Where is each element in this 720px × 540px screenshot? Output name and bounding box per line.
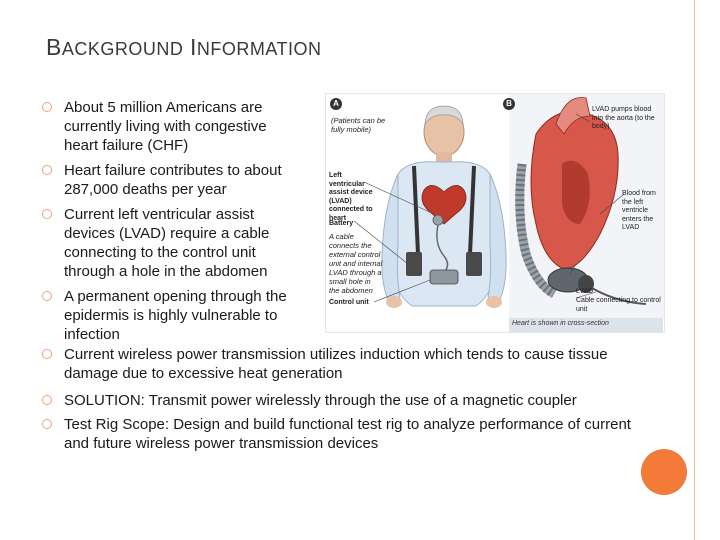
decorative-accent-circle xyxy=(641,449,687,495)
bullet-icon xyxy=(42,209,52,219)
bullet-icon xyxy=(42,395,52,405)
panel-a-badge: A xyxy=(330,98,342,110)
decorative-vertical-line xyxy=(694,0,695,540)
figure-caption: Heart is shown in cross-section xyxy=(512,320,609,327)
bullet-icon xyxy=(42,165,52,175)
panel-b-badge: B xyxy=(503,98,515,110)
bullet-icon xyxy=(42,419,52,429)
label-control-unit: Control unit xyxy=(329,299,369,306)
patient-figure xyxy=(382,106,506,308)
label-patients-mobile: (Patients can be fully mobile) xyxy=(331,116,386,134)
label-lvad: LVAD xyxy=(576,288,594,295)
bullet-item: Current wireless power transmission utilizes induction which tends to cause tissue damage due to excessive heat generation xyxy=(42,345,632,383)
label-lvad-pumps: LVAD pumps blood into the aorta (to the body) xyxy=(592,106,655,130)
bullet-icon xyxy=(42,102,52,112)
lvad-illustration xyxy=(325,93,665,333)
bullet-item: About 5 million Americans are currently living with congestive heart failure (CHF) xyxy=(42,98,304,155)
bullet-item: SOLUTION: Transmit power wirelessly through the use of a magnetic coupler xyxy=(42,391,632,410)
bullet-item: Test Rig Scope: Design and build functional test rig to analyze performance of current and future wireless power transmission devices xyxy=(42,415,632,453)
bullet-item: A permanent opening through the epidermis is highly vulnerable to infection xyxy=(42,287,304,344)
label-lvad-connected: Left ventricular assist device (LVAD) connected to heart xyxy=(329,172,373,222)
bullet-item: Heart failure contributes to about 287,000 deaths per year xyxy=(42,161,304,199)
label-cable-connecting: Cable connecting to control unit xyxy=(576,297,661,313)
label-battery: Battery xyxy=(329,220,354,227)
slide-title: BACKGROUND INFORMATION xyxy=(46,34,322,60)
bullet-icon xyxy=(42,349,52,359)
bullet-item: Current left ventricular assist devices (LVAD) require a cable connecting to the control unit through a hole in the abdomen xyxy=(42,205,304,281)
label-blood-from: Blood from the left ventricle enters the LVAD xyxy=(622,190,656,231)
label-cable-desc: A cable connects the external control unit and internal LVAD through a small hole in the abdomen xyxy=(329,232,383,295)
bullet-icon xyxy=(42,291,52,301)
